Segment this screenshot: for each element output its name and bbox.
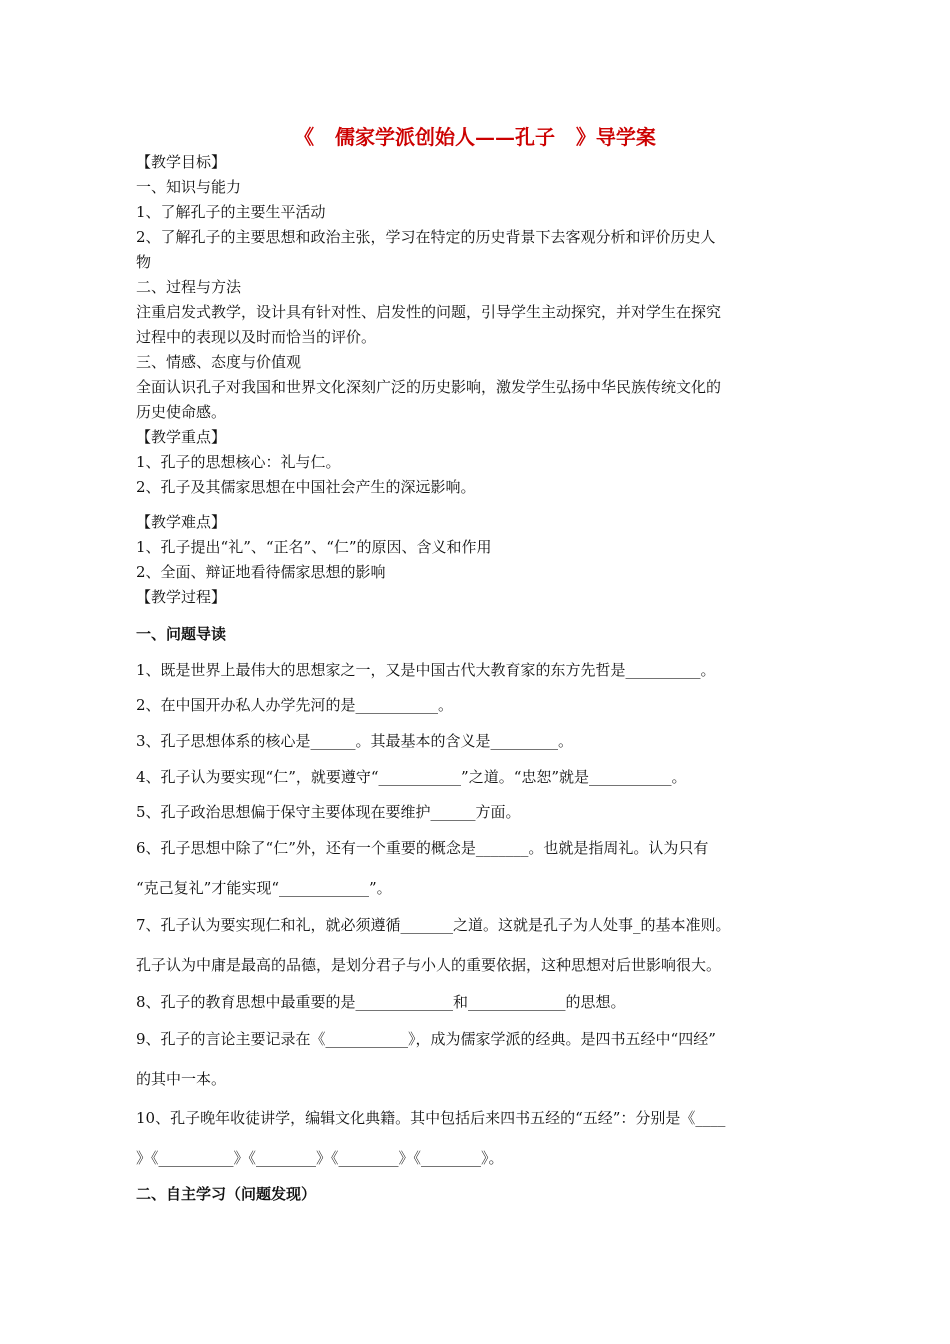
part-heading-self-study: 二、自主学习（问题发现） — [136, 1185, 317, 1203]
objective-item-cont: 物 — [136, 253, 152, 271]
paragraph-text: 历史使命感。 — [136, 403, 227, 421]
subheading-process: 二、过程与方法 — [136, 278, 242, 296]
difficulty-item: 2、全面、辩证地看待儒家思想的影响 — [136, 563, 386, 581]
document-title: 《 儒家学派创始人——孔子 》导学案 — [294, 125, 656, 149]
question-item: 3、孔子思想体系的核心是______。其最基本的含义是_________。 — [136, 732, 574, 750]
question-item: 10、孔子晚年收徒讲学，编辑文化典籍。其中包括后来四书五经的“五经”：分别是《____ — [136, 1109, 726, 1127]
section-heading-difficulties: 【教学难点】 — [136, 513, 227, 531]
question-item: 7、孔子认为要实现仁和礼，就必须遵循_______之道。这就是孔子为人处事_的基本准则。 — [136, 916, 731, 934]
objective-item: 1、了解孔子的主要生平活动 — [136, 203, 326, 221]
objective-item: 2、了解孔子的主要思想和政治主张，学习在特定的历史背景下去客观分析和评价历史人 — [136, 228, 716, 246]
question-item: 2、在中国开办私人办学先河的是___________。 — [136, 696, 454, 714]
paragraph-text: 过程中的表现以及时而恰当的评价。 — [136, 328, 377, 346]
section-heading-objectives: 【教学目标】 — [136, 153, 227, 171]
subheading-values: 三、情感、态度与价值观 — [136, 353, 302, 371]
question-item: 8、孔子的教育思想中最重要的是_____________和_____________的思想。 — [136, 993, 626, 1011]
difficulty-item: 1、孔子提出“礼”、“正名”、“仁”的原因、含义和作用 — [136, 538, 492, 556]
paragraph-text: 注重启发式教学，设计具有针对性、启发性的问题，引导学生主动探究，并对学生在探究 — [136, 303, 722, 321]
question-item-cont: 》《__________》《________》《________》《________》。 — [136, 1149, 504, 1167]
paragraph-text: 全面认识孔子对我国和世界文化深刻广泛的历史影响，激发学生弘扬中华民族传统文化的 — [136, 378, 722, 396]
question-item: 9、孔子的言论主要记录在《___________》，成为儒家学派的经典。是四书五经中“四经” — [136, 1030, 716, 1048]
question-item: 1、既是世界上最伟大的思想家之一，又是中国古代大教育家的东方先哲是__________。 — [136, 661, 716, 679]
part-heading-reading: 一、问题导读 — [136, 625, 227, 643]
subheading-knowledge: 一、知识与能力 — [136, 178, 242, 196]
question-item: 6、孔子思想中除了“仁”外，还有一个重要的概念是_______。也就是指周礼。认为只有 — [136, 839, 709, 857]
key-point-item: 1、孔子的思想核心：礼与仁。 — [136, 453, 341, 471]
key-point-item: 2、孔子及其儒家思想在中国社会产生的深远影响。 — [136, 478, 476, 496]
paragraph-text: 孔子认为中庸是最高的品德，是划分君子与小人的重要依据，这种思想对后世影响很大。 — [136, 956, 722, 974]
question-item-cont: 的其中一本。 — [136, 1070, 227, 1088]
question-item: 5、孔子政治思想偏于保守主要体现在要维护______方面。 — [136, 803, 521, 821]
question-item: 4、孔子认为要实现“仁”，就要遵守“___________”之道。“忠恕”就是___________。 — [136, 768, 687, 786]
section-heading-key-points: 【教学重点】 — [136, 428, 227, 446]
section-heading-process: 【教学过程】 — [136, 588, 227, 606]
question-item-cont: “克己复礼”才能实现“____________”。 — [136, 879, 392, 897]
